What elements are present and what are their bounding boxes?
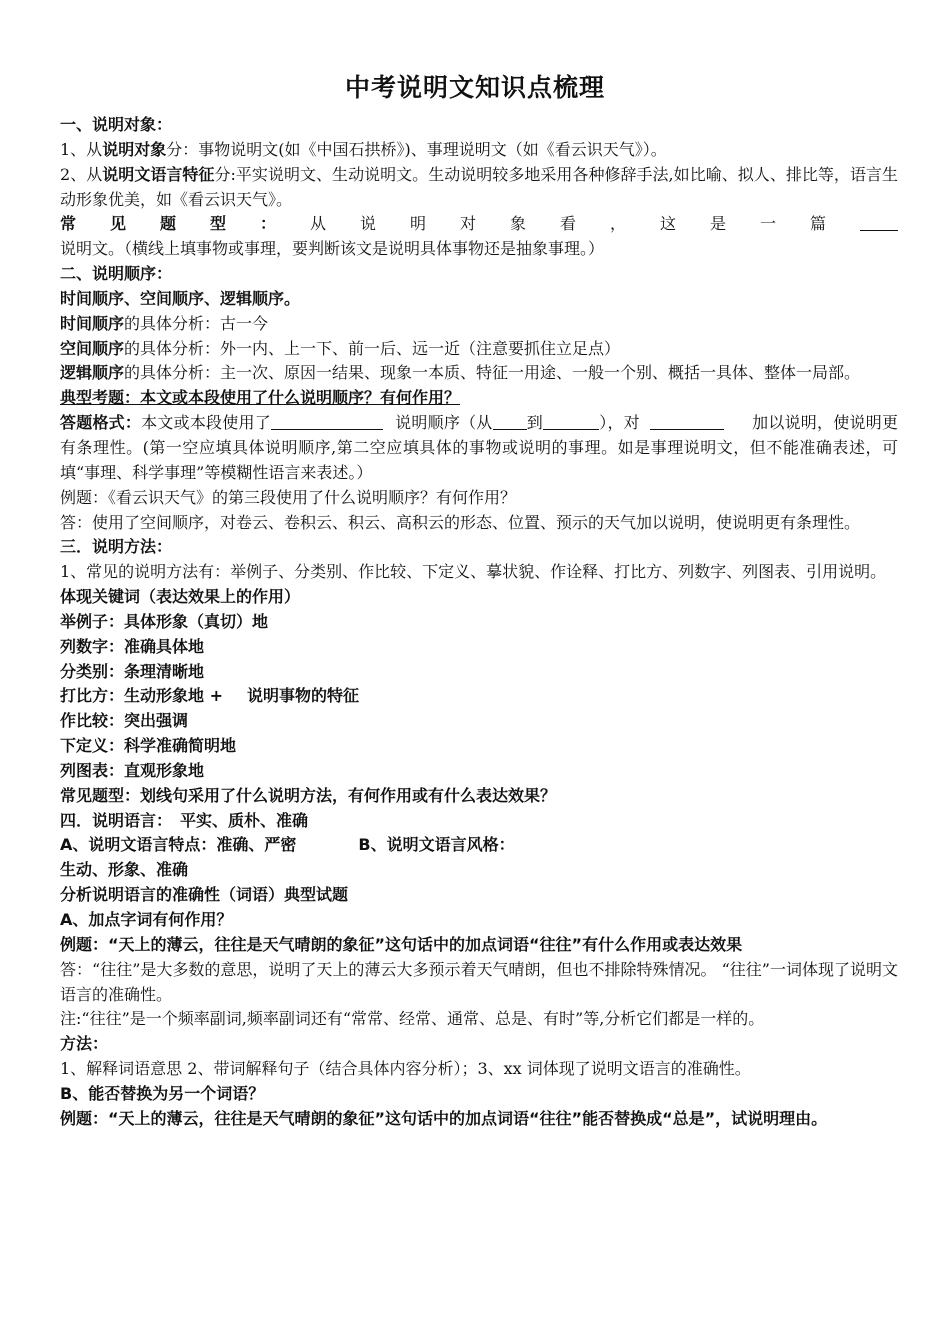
text: 本文或本段使用了 [141, 413, 271, 433]
typical-question: 典型考题：本文或本段使用了什么说明顺序？有何作用？ [60, 388, 461, 408]
paragraph-common-question [60, 212, 898, 262]
text: 2、从 [60, 164, 103, 184]
language-features [60, 833, 898, 858]
analysis-heading: 分析说明语言的准确性（词语）典型试题 [60, 885, 349, 905]
feature-text: B、说明文语言风格： [358, 835, 515, 855]
section-3-heading: 三．说明方法： [60, 537, 173, 557]
document-body [60, 113, 898, 1132]
heading-text: 四．说明语言： [60, 810, 173, 830]
text: 说明顺序（从 [394, 413, 493, 433]
keyword-item: 列数字：准确具体地 [60, 636, 205, 656]
method-question: 常见题型：划线句采用了什么说明方法，有何作用或有什么表达效果？ [60, 785, 557, 805]
fill-blank [543, 413, 599, 430]
space-order-line [60, 337, 898, 362]
text: 加以说明，使说明更有条理性。(第一空应填具体说明顺序,第二空应填具体的事物或说明的事理。如是事理说明文，但不能准确表述，可填“事理、科学事理”等模糊性语言来表述。） [60, 413, 898, 482]
fill-blank [860, 214, 898, 231]
text: 1、从 [60, 139, 103, 159]
section-4-heading [60, 809, 898, 834]
keyword-suffix: 说明事物的特征 [246, 686, 359, 706]
bold-label: 常见题型： [60, 214, 310, 234]
bold-term: 说明对象 [102, 139, 167, 159]
fill-blank [271, 413, 383, 430]
example-2: 例题：“天上的薄云，往往是天气晴朗的象征”这句话中的加点词语“往往”能否替换成“总是”，试说明理由。 [60, 1108, 828, 1128]
feature-text: A、说明文语言特点：准确、严密 [60, 835, 297, 855]
document-title: 中考说明文知识点梳理 [344, 73, 605, 102]
fill-blank [650, 413, 724, 430]
bold-label: 空间顺序 [60, 338, 125, 358]
method-label: 方法： [60, 1034, 109, 1054]
text: ），对 [599, 413, 640, 433]
method-text: 1、解释词语意思 2、带词解释句子（结合具体内容分析）；3、xx 词体现了说明文语言的准确性。 [60, 1059, 751, 1079]
text: 说明文。（横线上填事物或事理，要判断该文是说明具体事物还是抽象事理。） [60, 239, 605, 259]
example-answer: 答：使用了空间顺序，对卷云、卷积云、积云、高积云的形态、位置、预示的天气加以说明，使说明更有条理性。 [60, 512, 861, 532]
bold-term: 说明文语言特征 [102, 164, 215, 184]
answer-format [60, 411, 898, 486]
text: 到 [526, 413, 543, 433]
example-1: 例题：“天上的薄云，往往是天气晴朗的象征”这句话中的加点词语“往往”有什么作用或表达效果 [60, 934, 743, 954]
logic-order-line [60, 361, 898, 386]
text: 的具体分析：主一次、原因一结果、现象一本质、特征一用途、一般一个别、概括一具体、整体一局部。 [124, 363, 861, 383]
keyword-item: 分类别：条理清晰地 [60, 661, 205, 681]
bold-label: 逻辑顺序 [60, 363, 125, 383]
question-a: A、加点字词有何作用？ [60, 910, 233, 929]
text: 的具体分析：古一今 [124, 313, 269, 333]
keyword-item: 作比较：突出强调 [60, 711, 189, 731]
keyword-item: 列图表：直观形象地 [60, 760, 205, 780]
text: 的具体分析：外一内、上一下、前一后、远一近（注意要抓住立足点） [124, 338, 621, 358]
paragraph-language-type [60, 163, 898, 213]
paragraph-object-type [60, 138, 898, 163]
section-1-heading: 一、说明对象： [60, 115, 173, 134]
order-types: 时间顺序、空间顺序、逻辑顺序。 [60, 288, 301, 308]
time-order-line [60, 312, 898, 337]
keyword-item: 打比方：生动形象地 + [60, 686, 223, 706]
bold-label: 答题格式： [60, 413, 142, 433]
example-question: 例题：《看云识天气》的第三段使用了什么说明顺序？有何作用？ [60, 487, 517, 507]
text: 分：事物说明文(如《中国石拱桥》)、事理说明文（如《看云识天气》）。 [166, 139, 667, 159]
language-style: 生动、形象、准确 [60, 860, 189, 880]
keyword-item: 下定义：科学准确简明地 [60, 736, 237, 756]
bold-label: 时间顺序 [60, 313, 125, 333]
keyword-item-with-suffix [60, 684, 898, 709]
heading-text: 平实、质朴、准确 [180, 810, 309, 830]
text: 分:平实说明文、生动说明文。生动说明较多地采用各种修辞手法,如比喻、拟人、排比等，语言生动形象优美，如《看云识天气》。 [60, 164, 898, 209]
keyword-heading: 体现关键词（表达效果上的作用） [60, 587, 301, 607]
fill-blank [493, 413, 527, 430]
answer-1: 答：“往往”是大多数的意思，说明了天上的薄云大多预示着天气晴朗，但也不排除特殊情况。 “往往”一词体现了说明文语言的准确性。 [60, 959, 898, 1004]
text: 从说明对象看，这是一篇 [310, 214, 860, 234]
section-2-heading: 二、说明顺序： [60, 264, 173, 284]
common-methods: 1、常见的说明方法有：举例子、分类别、作比较、下定义、摹状貌、作诠释、打比方、列数字、列图表、引用说明。 [60, 562, 887, 582]
note: 注:“往往”是一个频率副词,频率副词还有“常常、经常、通常、总是、有时”等,分析它们都是一样的。 [60, 1009, 765, 1029]
question-b: B、能否替换为另一个词语？ [60, 1083, 265, 1103]
keyword-item: 举例子：具体形象（真切）地 [60, 611, 269, 631]
